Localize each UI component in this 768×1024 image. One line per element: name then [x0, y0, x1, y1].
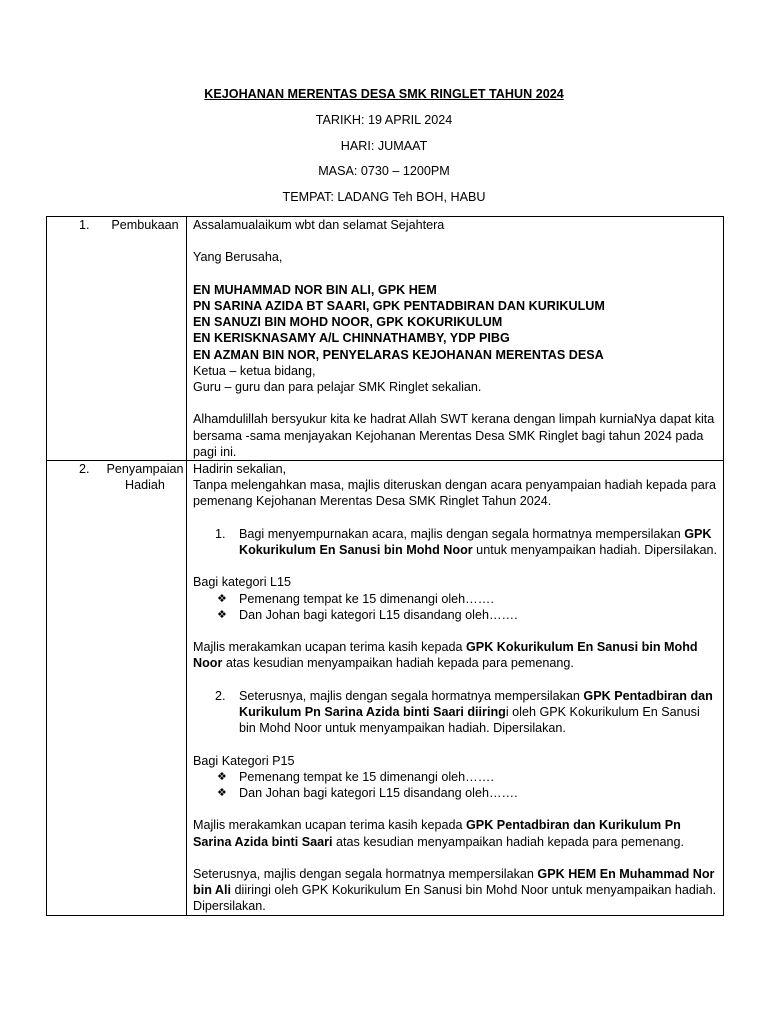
bullet-item [193, 607, 717, 623]
category-title: Bagi Kategori P15 [193, 753, 295, 768]
salutation-text: Yang Berusaha, [193, 250, 283, 265]
numbered-item [193, 688, 717, 737]
item-marker: 2. [215, 688, 226, 703]
bullet-item [193, 769, 717, 785]
bullet-text: Pemenang tempat ke 15 dimenangi oleh……. [239, 591, 494, 606]
bullet-text: Pemenang tempat ke 15 dimenangi oleh……. [239, 769, 494, 784]
dignitary-line: EN AZMAN BIN NOR, PENYELARAS KEJOHANAN MERENTAS DESA [193, 347, 604, 362]
agenda-content-cell [187, 461, 724, 916]
event-title: KEJOHANAN MERENTAS DESA SMK RINGLET TAHUN 2024 [204, 87, 564, 101]
next-text: diiringi oleh GPK Kokurikulum En Sanusi bin Mohd Noor untuk menyampaikan hadiah. Dipersilakan. [193, 883, 717, 914]
row-label: Hadiah [125, 478, 165, 492]
dignitary-line: PN SARINA AZIDA BT SAARI, GPK PENTADBIRAN DAN KURIKULUM [193, 298, 605, 313]
intro-paragraph: Tanpa melengahkan masa, majlis diteruskan dengan acara penyampaian hadiah kepada para pemenang Kejohanan Merentas Desa SMK Ringlet Tahun 2024. [193, 478, 716, 509]
item-marker: 1. [215, 526, 226, 541]
row-number: 1. [79, 218, 90, 232]
numbered-item [193, 526, 717, 558]
opening-paragraph: Alhamdulillah bersyukur kita ke hadrat Allah SWT kerana dengan limpah kurniaNya dapat kita bersama -sama menjayakan Kejohanan Merentas Desa SMK Ringlet bagi tahun 2024 pada pagi ini. [193, 412, 715, 459]
item-text: i oleh GPK Kokurikulum En Sanusi bin Mohd Noor untuk menyampaikan hadiah. Dipersilakan. [239, 704, 700, 736]
row-number: 2. [79, 462, 90, 476]
bullet-item [193, 785, 717, 801]
agenda-label-cell [47, 461, 187, 916]
greeting-text: Assalamualaikum wbt dan selamat Sejahtera [193, 218, 445, 232]
diamond-bullet-icon: ❖ [217, 608, 227, 621]
diamond-bullet-icon: ❖ [217, 770, 227, 783]
thanks-text-bold: GPK Pentadbiran dan Kurikulum Pn Sarina Azida binti Saari [193, 818, 681, 849]
category-title: Bagi kategori L15 [193, 575, 292, 590]
diamond-bullet-icon: ❖ [217, 592, 227, 605]
dignitary-line: EN SANUZI BIN MOHD NOOR, GPK KOKURIKULUM [193, 315, 503, 330]
event-date: TARIKH: 19 APRIL 2024 [315, 112, 453, 127]
dignitary-line: EN KERISKNASAMY A/L CHINNATHAMBY, YDP PIBG [193, 331, 510, 346]
event-place: TEMPAT: LADANG Teh BOH, HABU [282, 190, 486, 205]
item-text: Bagi menyempurnakan acara, majlis dengan segala hormatnya mempersilakan [239, 526, 685, 541]
row-label: Penyampaian [106, 462, 184, 476]
agenda-table [46, 216, 724, 916]
agenda-row-prize [47, 461, 724, 916]
item-text-bold: GPK Pentadbiran dan Kurikulum Pn Sarina Azida binti Saari diiring [239, 688, 713, 719]
thanks-text: atas kesudian menyampaikan hadiah kepada para pemenang. [222, 656, 574, 671]
thanks-text: atas kesudian menyampaikan hadiah kepada para pemenang. [332, 834, 684, 849]
bullet-item [193, 591, 717, 607]
event-day: HARI: JUMAAT [340, 138, 428, 153]
item-text: untuk menyampaikan hadiah. Dipersilakan. [472, 543, 718, 557]
bullet-text: Dan Johan bagi kategori L15 disandang oleh……. [239, 607, 518, 622]
next-text-bold: GPK HEM En Muhammad Nor bin Ali [193, 866, 715, 898]
document-header [0, 86, 768, 215]
agenda-label-cell [47, 217, 187, 461]
diamond-bullet-icon: ❖ [217, 786, 227, 799]
thanks-paragraph [193, 639, 717, 671]
agenda-row-opening [47, 217, 724, 461]
event-time: MASA: 0730 – 1200PM [318, 164, 450, 179]
next-paragraph [193, 866, 717, 915]
others-line: Guru – guru dan para pelajar SMK Ringlet sekalian. [193, 380, 482, 394]
intro-line: Hadirin sekalian, [193, 462, 287, 476]
others-line: Ketua – ketua bidang, [193, 363, 316, 378]
thanks-paragraph [193, 817, 717, 849]
next-text: Seterusnya, majlis dengan segala hormatnya mempersilakan [193, 866, 538, 881]
agenda-content-cell [187, 217, 724, 461]
thanks-text: Majlis merakamkan ucapan terima kasih kepada [193, 818, 466, 833]
bullet-text: Dan Johan bagi kategori L15 disandang oleh……. [239, 785, 518, 800]
dignitary-line: EN MUHAMMAD NOR BIN ALI, GPK HEM [193, 282, 437, 297]
thanks-text-bold: GPK Kokurikulum En Sanusi bin Mohd Noor [193, 640, 698, 671]
thanks-text: Majlis merakamkan ucapan terima kasih kepada [193, 640, 466, 655]
row-label: Pembukaan [111, 218, 179, 232]
item-text-bold: GPK Kokurikulum En Sanusi bin Mohd Noor [239, 526, 712, 557]
item-text: Seterusnya, majlis dengan segala hormatnya mempersilakan [239, 688, 584, 703]
